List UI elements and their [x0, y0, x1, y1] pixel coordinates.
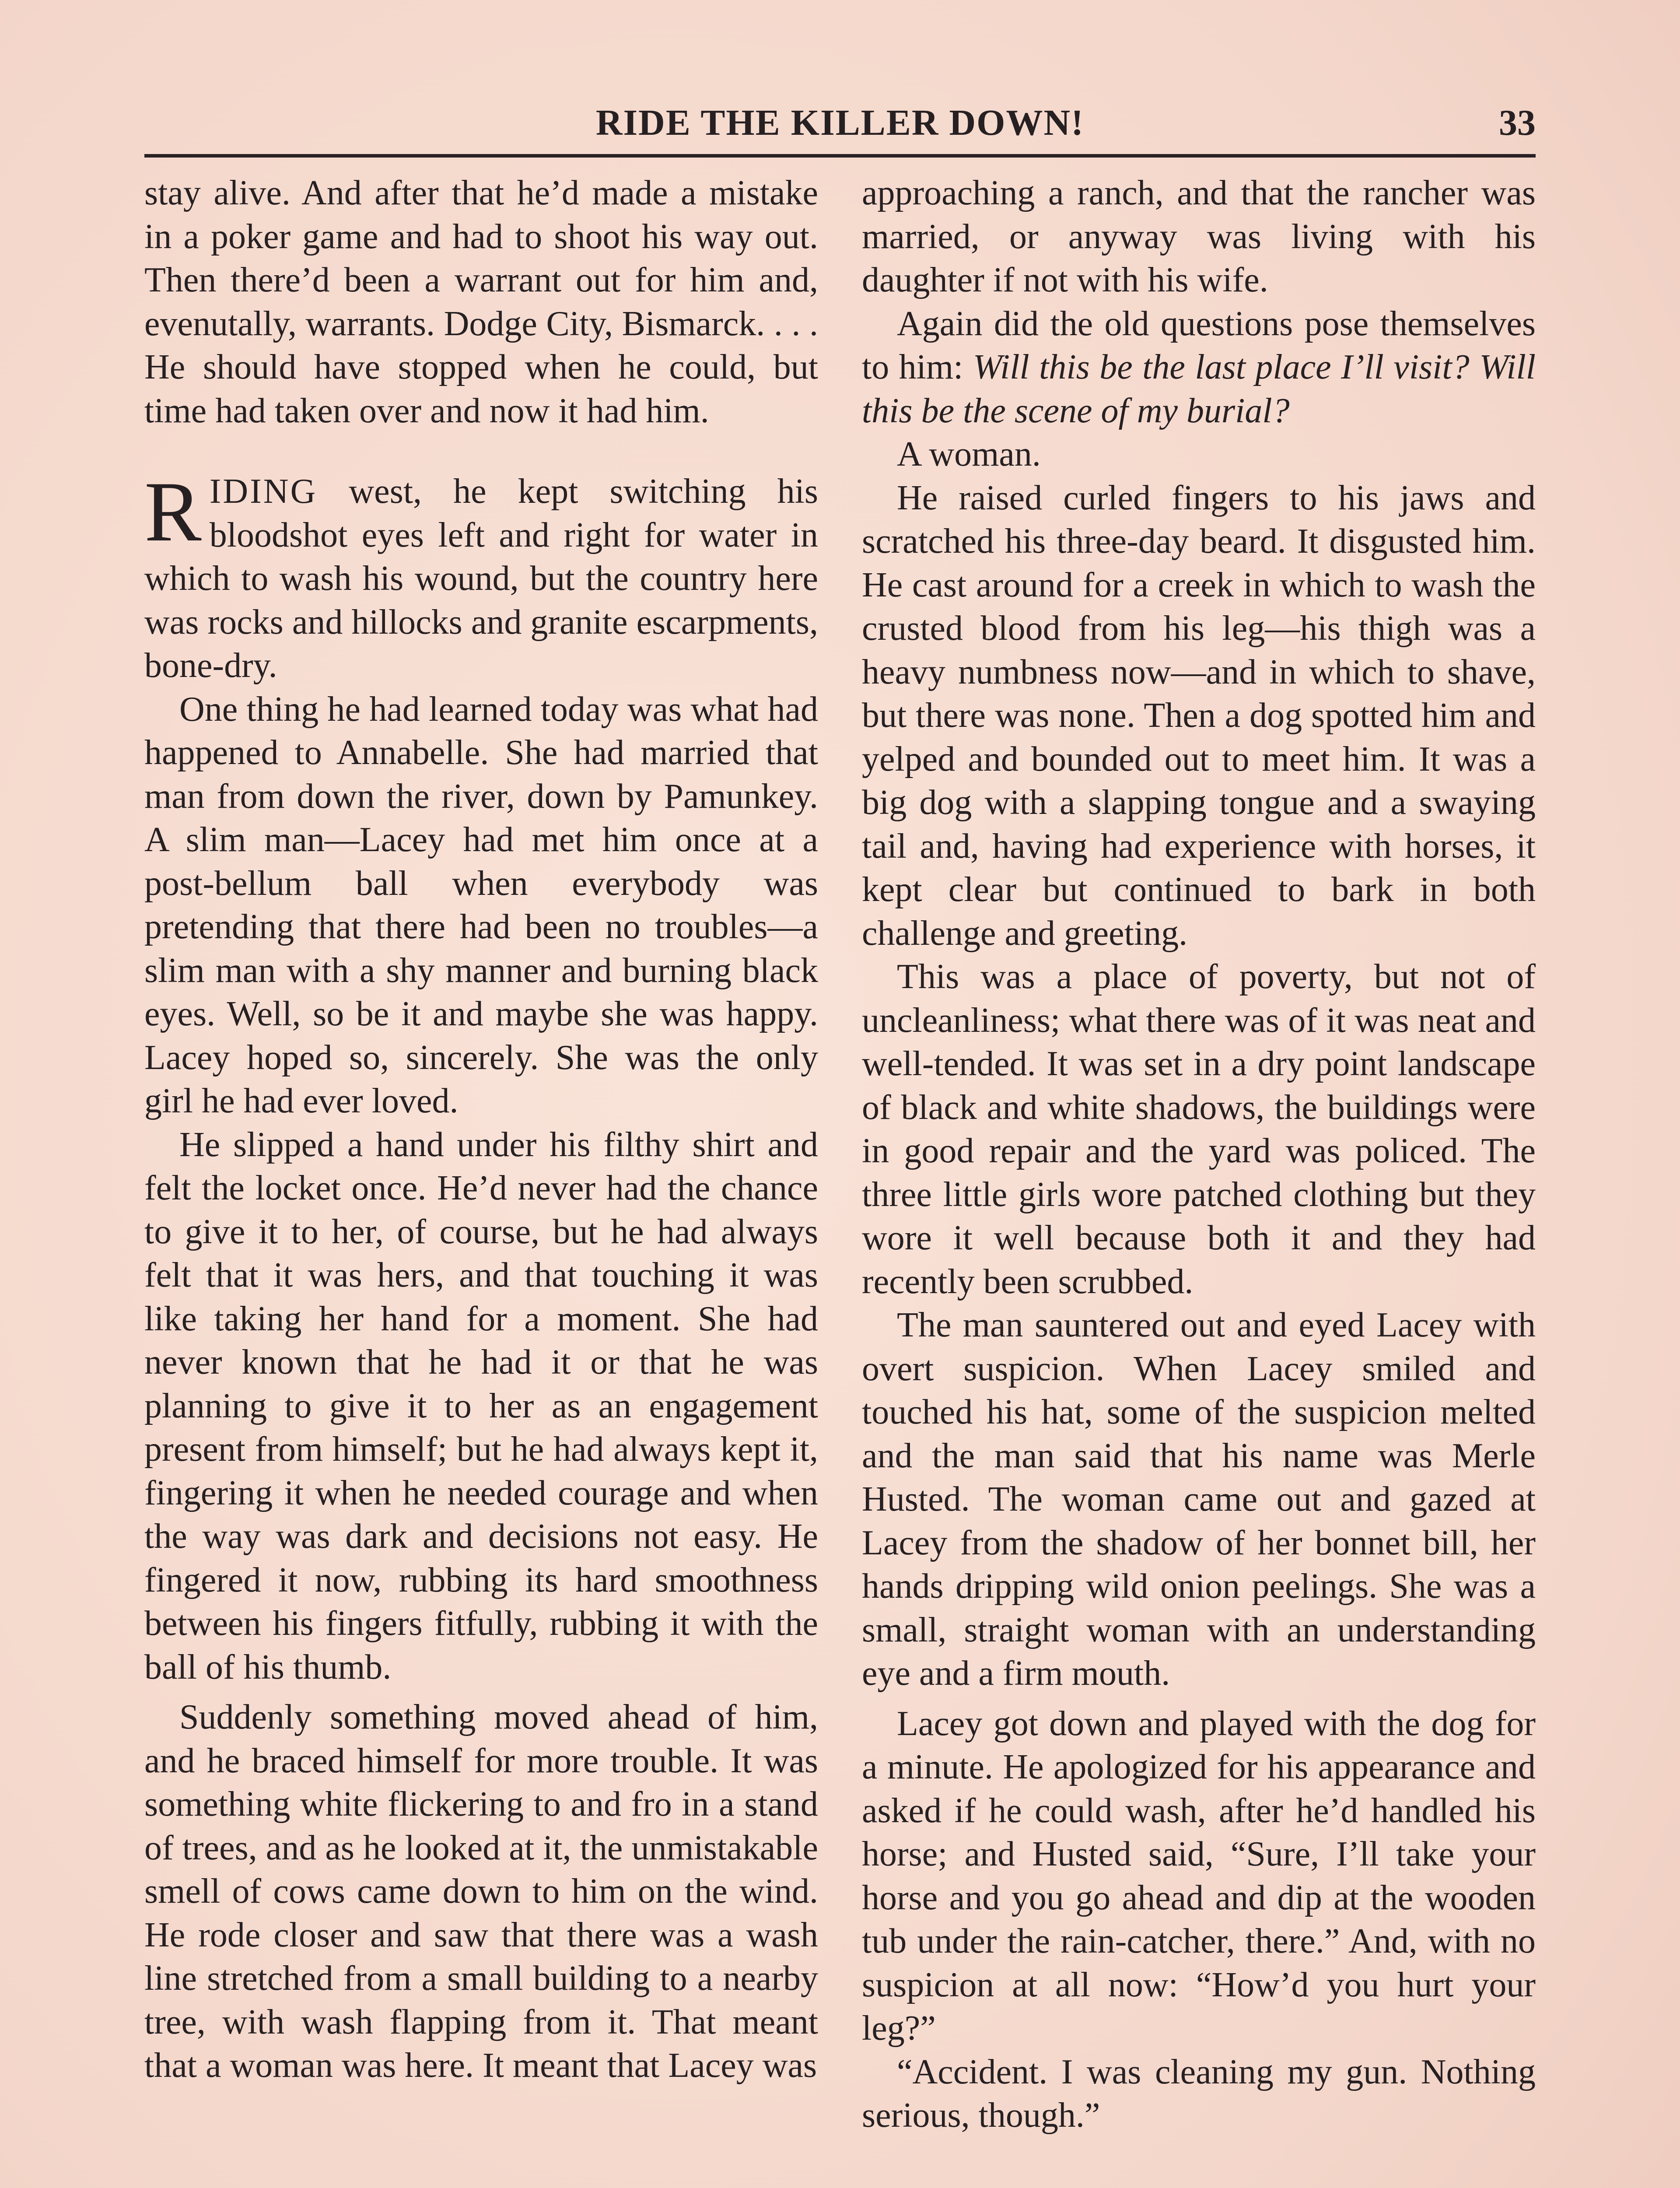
right-column — [862, 172, 1536, 2138]
paragraph-spacer — [862, 1696, 1536, 1702]
paragraph: A woman. — [897, 435, 1041, 473]
paragraph-text: west, he kept switching his bloodshot eyes left and right for water in which to wash his wound, but the country here was rocks and hillocks and granite escarpments, bone-dry. — [144, 472, 818, 685]
paragraph: He raised curled fingers to his jaws and scratched his three-day beard. It disgusted him. He cast around for a creek in which to wash the crusted blood from his leg—his thigh was a heavy numbness now—and in which to shave, but there was none. Then a dog spotted him and yelped and bounded out to meet him. It was a big dog with a slapping tongue and a swaying tail and, having had experience with horses, it kept clear but continued to bark in both challenge and greeting. — [862, 478, 1536, 953]
paragraph: Lacey got down and played with the dog for a minute. He apologized for his appearance and asked if he could wash, after he’d handled his horse; and Husted said, “Sure, I’ll take your horse and you go ahead and dip at the wooden tub under the rain-catcher, there.” And, with no suspicion at all now: “How’d you hurt your leg?” — [862, 1704, 1536, 2048]
paragraph: stay alive. And after that he’d made a mistake in a poker game and had to shoot his way out. Then there’d been a warrant out for him and, evenutally, warrants. Dodge City, Bismarck. . . . He should have stopped when he could, but time had taken over and now it had him. — [144, 174, 818, 430]
paragraph: This was a place of poverty, but not of uncleanliness; what there was of it was neat and well-tended. It was set in a dry point landscape of black and white shadows, the buildings were in good repair and the yard was policed. The three little girls wore patched clothing but they wore it well because both it and they had recently been scrubbed. — [862, 957, 1536, 1301]
page-header — [144, 102, 1536, 154]
paragraph-spacer — [144, 1689, 818, 1696]
section-break — [144, 433, 818, 470]
paragraph: approaching a ranch, and that the rancher was married, or anyway was living with his daughter if not with his wife. — [862, 174, 1536, 299]
paragraph-dropcap — [144, 464, 818, 688]
paragraph: “Accident. I was cleaning my gun. Nothing serious, though.” — [862, 2052, 1536, 2135]
paragraph: One thing he had learned today was what had happened to Annabelle. She had married that man from down the river, down by Pamunkey. A slim man—Lacey had met him once at a post-bellum ball when everybody was pretending that there had been no troubles—a slim man with a shy manner and burning black eyes. Well, so be it and maybe she was happy. Lacey hoped so, sincerely. She was the only girl he had ever loved. — [144, 690, 818, 1120]
header-rule — [144, 154, 1536, 158]
page-number: 33 — [1499, 102, 1536, 143]
italic-thought: Will this be the last place I’ll visit? Will this be the scene of my burial? — [862, 348, 1536, 430]
drop-cap: R — [144, 464, 202, 559]
paragraph-text: Again did the old questions pose themselves to him: — [862, 304, 1536, 386]
left-column — [144, 172, 818, 2088]
paragraph: Suddenly something moved ahead of him, and he braced himself for more trouble. It was something white flickering to and fro in a stand of trees, and as he looked at it, the unmistakable smell of cows came down to him on the wind. He rode closer and saw that there was a wash line stretched from a small building to a nearby tree, with wash flapping from it. That meant that a woman was here. It meant that Lacey was — [144, 1698, 818, 2085]
paragraph: The man sauntered out and eyed Lacey with overt suspicion. When Lacey smiled and touched his hat, some of the suspicion melted and the man said that his name was Merle Husted. The woman came out and gazed at Lacey from the shadow of her bonnet bill, her hands dripping wild onion peelings. She was a small, straight woman with an understanding eye and a firm mouth. — [862, 1306, 1536, 1693]
small-caps-lead: IDING — [209, 472, 318, 511]
paragraph — [862, 302, 1536, 433]
paragraph: He slipped a hand under his filthy shirt and felt the locket once. He’d never had the chance to give it to her, of course, but he had always felt that it was hers, and that touching it was like taking her hand for a moment. She had never known that he had it or that he was planning to give it to her as an engagement present from himself; but he had always kept it, fingering it when he needed courage and when the way was dark and decisions not easy. He fingered it now, rubbing its hard smoothness between his fingers fitfully, rubbing it with the ball of his thumb. — [144, 1125, 818, 1687]
running-title: RIDE THE KILLER DOWN! — [595, 102, 1085, 143]
